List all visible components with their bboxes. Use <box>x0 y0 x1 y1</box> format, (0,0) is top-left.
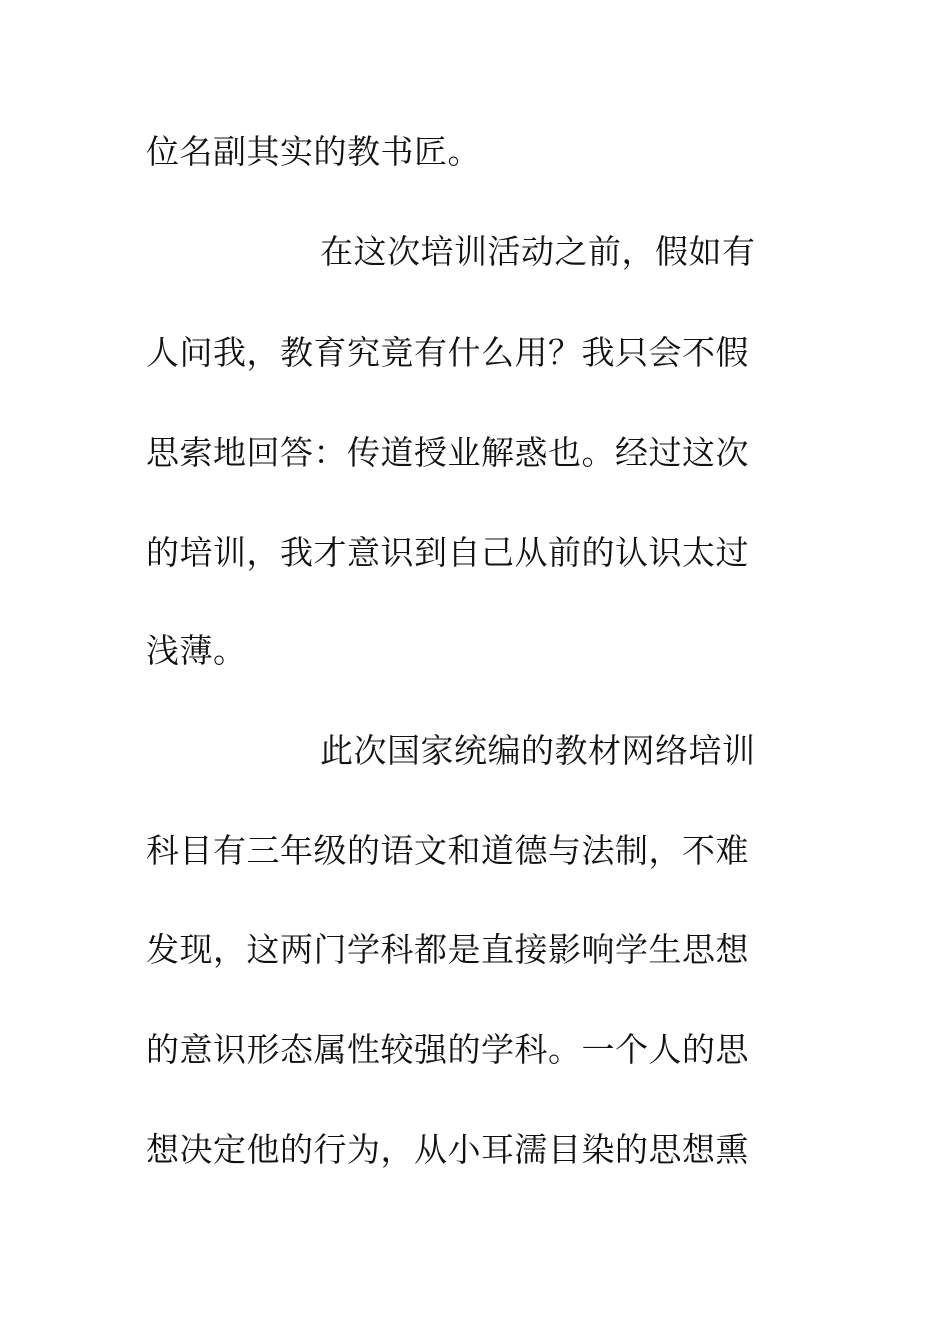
text-line: 发现，这两门学科都是直接影响学生思想 <box>146 930 749 969</box>
text-line: 浅薄。 <box>146 631 247 670</box>
paragraph-first-line: 此次国家统编的教材网络培训 <box>320 731 756 770</box>
text-line: 位名副其实的教书匠。 <box>146 132 481 171</box>
text-line: 的意识形态属性较强的学科。一个人的思 <box>146 1030 749 1069</box>
text-line: 人问我，教育究竟有什么用？我只会不假 <box>146 333 749 372</box>
text-line: 想决定他的行为，从小耳濡目染的思想熏 <box>146 1130 749 1169</box>
text-line: 科目有三年级的语文和道德与法制，不难 <box>146 831 749 870</box>
text-line: 思索地回答：传道授业解惑也。经过这次 <box>146 433 749 472</box>
text-line: 的培训，我才意识到自己从前的认识太过 <box>146 533 749 572</box>
paragraph-first-line: 在这次培训活动之前，假如有 <box>320 232 756 271</box>
